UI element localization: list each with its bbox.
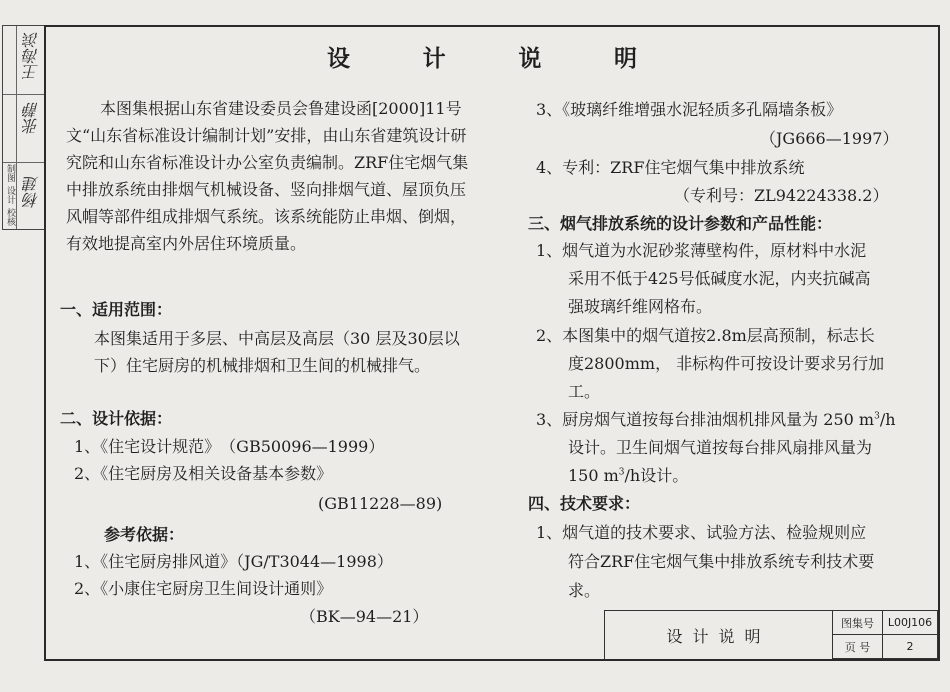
param-line: 设计。卫生间烟气道按每台排风扇排风量为	[568, 438, 873, 457]
reference-code: (GB11228—89)	[318, 494, 443, 513]
sidebar-label-design: 设计	[5, 186, 15, 204]
title-char: 说	[518, 45, 542, 72]
param-line: 度2800mm， 非标构件可按设计要求另行加	[568, 354, 885, 373]
page-value: 2	[883, 635, 938, 659]
param-line	[568, 463, 688, 486]
title-block	[604, 610, 938, 659]
atlas-label: 图集号	[833, 611, 883, 635]
page-title	[327, 40, 637, 73]
reference-item: 3、《玻璃纤维增强水泥轻质多孔隔墙条板》	[536, 100, 843, 119]
section-heading-tech: 四、技术要求：	[528, 494, 641, 513]
title-char: 计	[422, 45, 446, 72]
param-text: /h设计。	[624, 466, 689, 485]
sidebar-label-check: 校核	[5, 208, 15, 226]
reference-item: 4、专利：ZRF住宅烟气集中排放系统	[536, 158, 805, 177]
param-line: 2、本图集中的烟气道按2.8m层高预制，标志长	[536, 326, 875, 345]
param-line	[536, 407, 896, 430]
param-text: /h	[879, 410, 896, 429]
sidebar-divider	[3, 162, 44, 163]
reference-item: 1、《住宅设计规范》 （GB50096—1999）	[74, 437, 385, 456]
title-char: 明	[613, 45, 637, 72]
param-text: 150 m	[568, 466, 619, 485]
reference-item: 2、《住宅厨房及相关设备基本参数》	[74, 464, 333, 483]
subheading-reference: 参考依据：	[104, 525, 185, 544]
title-block-name: 设计说明	[605, 611, 833, 659]
superscript: 3	[618, 467, 625, 478]
signature-draft: 杨建	[22, 176, 41, 208]
reference-item: 2、《小康住宅厨房卫生间设计通则》	[74, 579, 333, 598]
tech-line: 符合ZRF住宅烟气集中排放系统专利技术要	[568, 552, 875, 571]
signature-check: 王海滨	[22, 32, 41, 80]
section-heading-params: 三、烟气排放系统的设计参数和产品性能：	[528, 214, 833, 233]
sidebar-label-draft: 制图	[5, 164, 15, 182]
section-heading-scope: 一、适用范围：	[60, 300, 173, 319]
reference-code: （JG666—1997）	[760, 129, 899, 148]
reference-item: 1、《住宅厨房排风道》（JG/T3044—1998）	[74, 552, 393, 571]
tech-line: 求。	[568, 581, 601, 600]
param-line: 采用不低于425号低碱度水泥，内夹抗碱高	[568, 269, 871, 288]
param-line: 强玻璃纤维网格布。	[568, 297, 713, 316]
approval-sidebar	[2, 25, 44, 230]
atlas-value: L00J106	[883, 611, 938, 635]
param-text: 3、厨房烟气道按每台排油烟机排风量为 250 m	[536, 410, 875, 429]
title-char: 设	[327, 45, 350, 72]
tech-line: 1、烟气道的技术要求、试验方法、检验规则应	[536, 523, 867, 542]
reference-code: （BK—94—21）	[300, 607, 429, 626]
param-line: 工。	[568, 382, 601, 401]
param-line: 1、烟气道为水泥砂浆薄壁构件，原材料中水泥	[536, 241, 867, 260]
section-heading-basis: 二、设计依据：	[60, 409, 173, 428]
page-label: 页 号	[833, 635, 883, 659]
reference-code: （专利号：ZL94224338.2）	[674, 186, 889, 205]
superscript: 3	[874, 411, 880, 422]
scope-paragraph: 本图集适用于多层、中高层及高层（30 层及30层以下）住宅厨房的机械排烟和卫生间的机械排气。	[94, 329, 460, 375]
intro-paragraph: 本图集根据山东省建设委员会鲁建设函[2000]11号文“山东省标准设计编制计划”安排，由山东省建筑设计研究院和山东省标准设计办公室负责编制。ZRF住宅烟气集中排放系统由排烟气机械设备、竖向排烟气道、屋顶负压风帽等部件组成排烟气系统。该系统能防止串烟、倒烟，有效地提高室内外居住环境质量。	[66, 99, 469, 253]
sidebar-divider	[3, 94, 44, 95]
signature-design: 张静	[22, 102, 41, 134]
